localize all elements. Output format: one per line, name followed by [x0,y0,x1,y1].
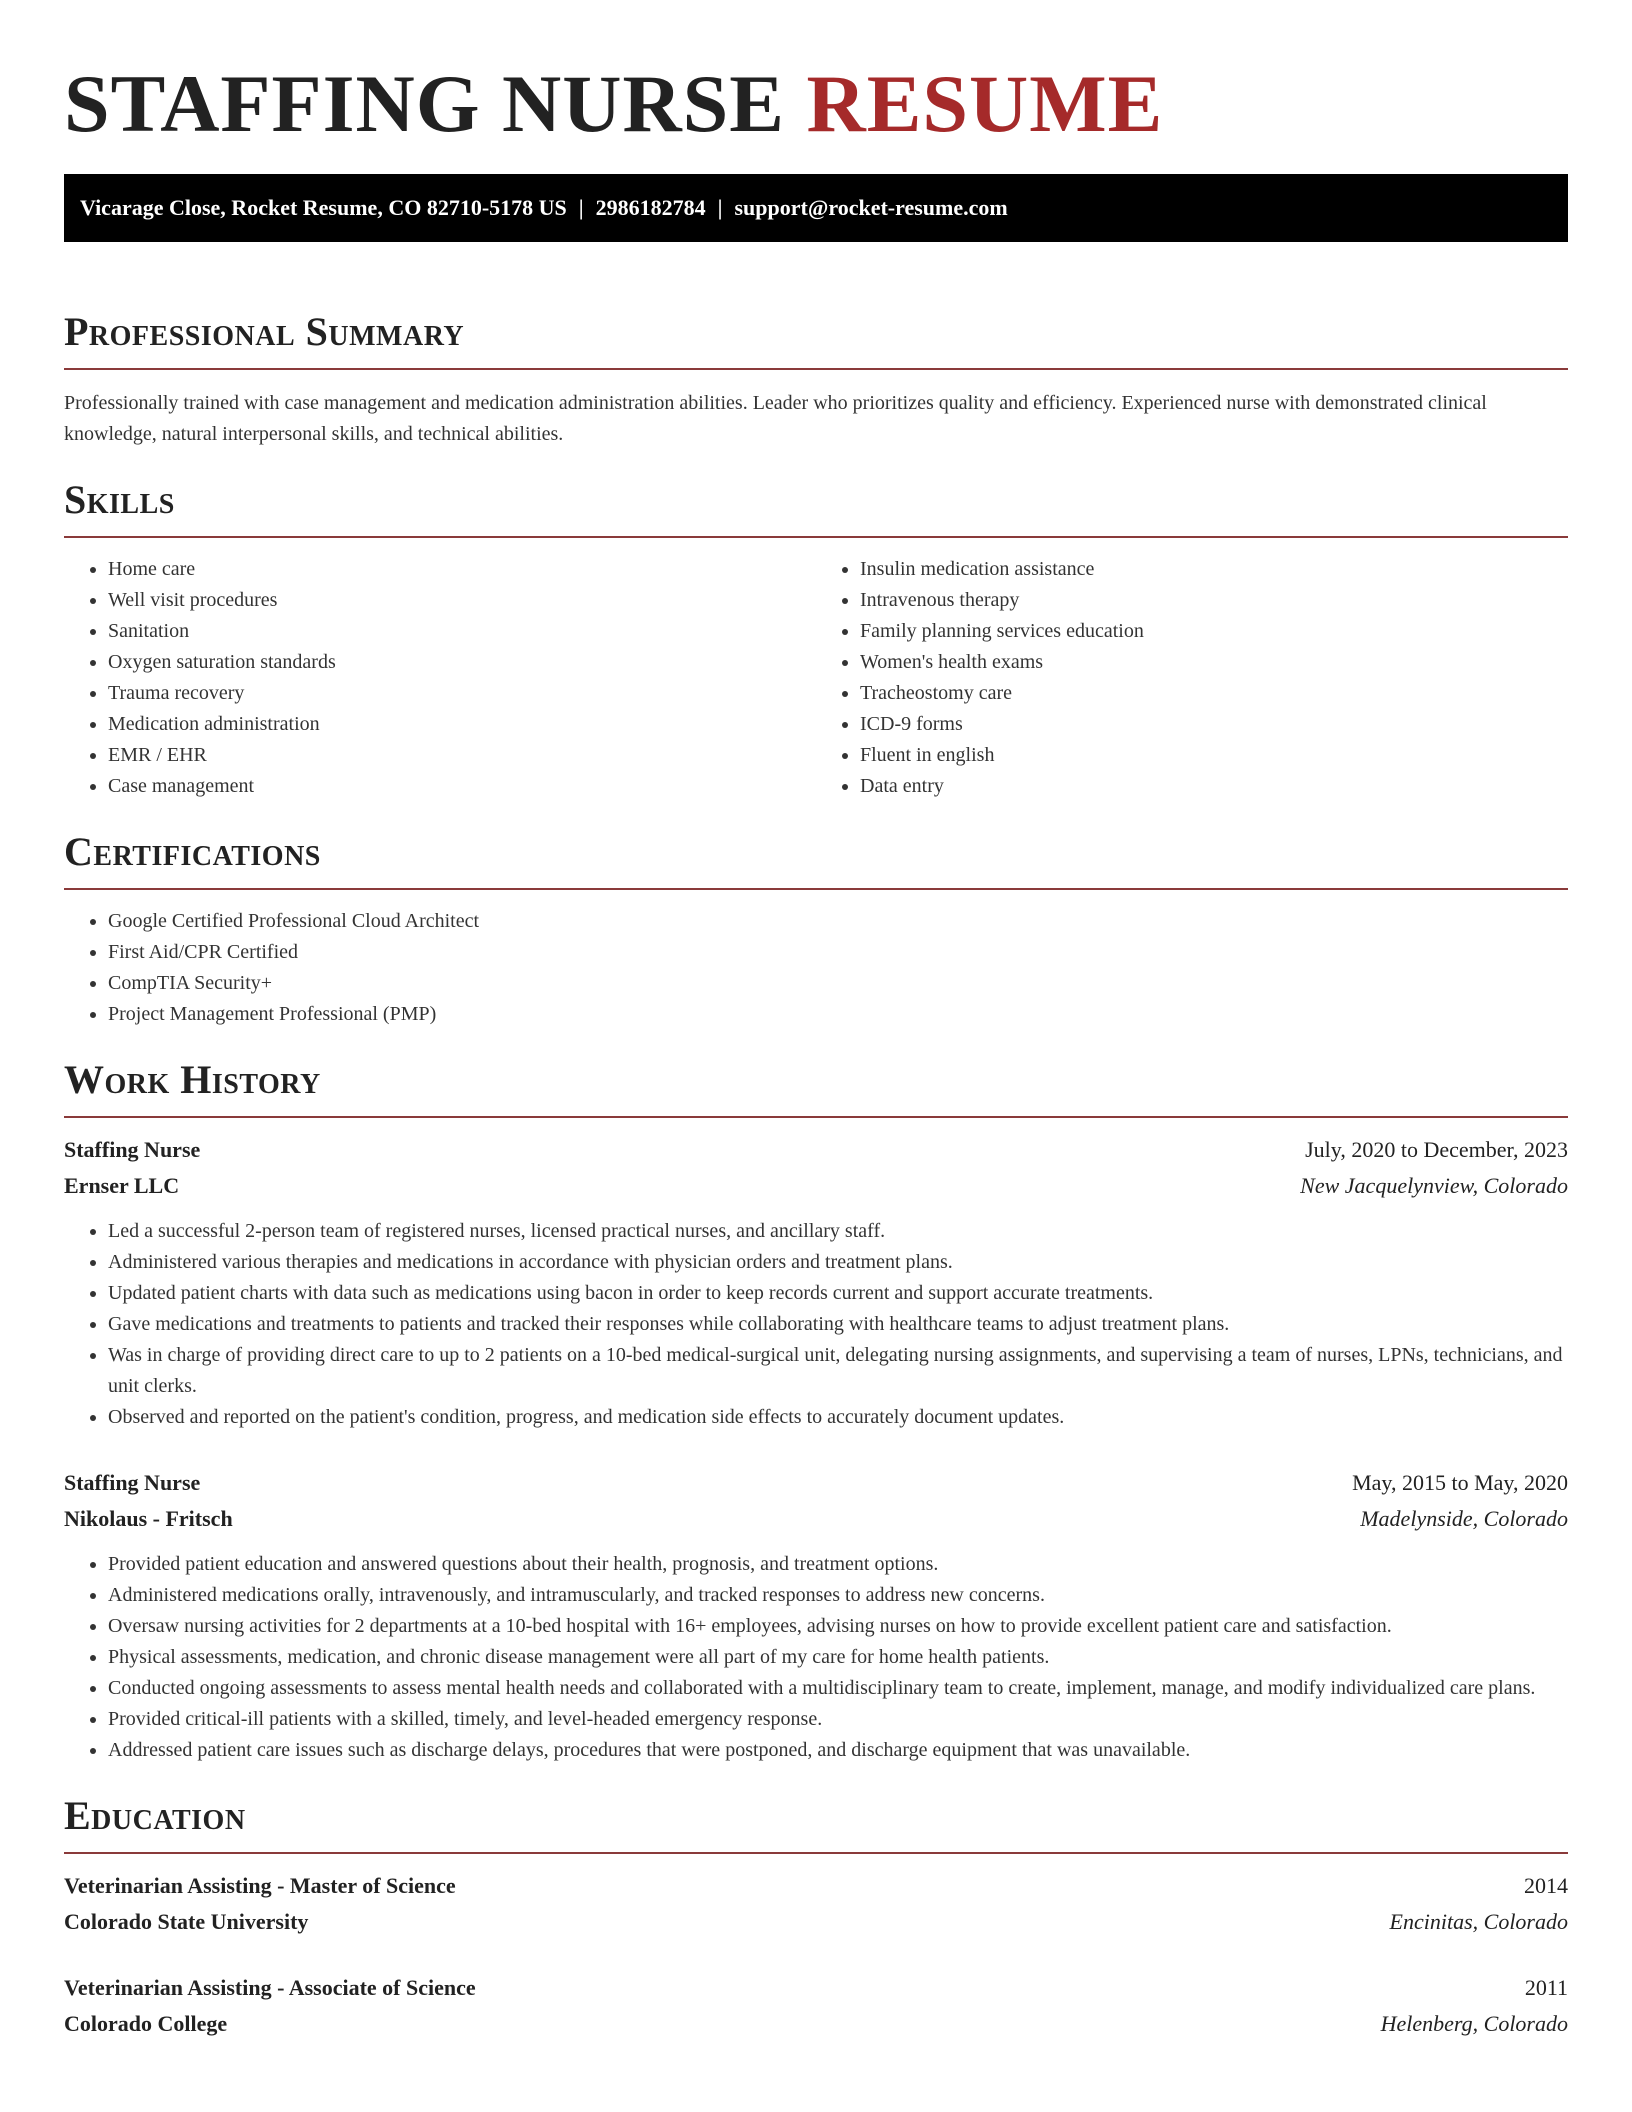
summary-text: Professionally trained with case management and medication administration abilities. Leader who prioritizes quality and efficiency. Experienced nurse with demonstrated clinical knowledge, natural interpersonal skills, and technical abilities. [64,392,1487,445]
job-duty: • Gave medications and treatments to patients and tracked their responses while collaborating with healthcare teams to adjust treatment plans. [108,1309,1568,1340]
contact-email: support@rocket-resume.com [734,195,1008,220]
section-divider [64,888,1568,890]
job-company: Ernser LLC [64,1173,180,1198]
job-duty: • Administered various therapies and medications in accordance with physician orders and treatment plans. [108,1247,1568,1278]
skill-item: • Trauma recovery [108,678,816,709]
job-duties-list [64,1216,1568,1433]
certifications-section [64,828,1568,1030]
certifications-heading: Certifications [64,829,321,874]
job-entry [64,1132,1568,1433]
job-duties-list [64,1549,1568,1766]
certification-item: • First Aid/CPR Certified [108,937,1568,968]
skills-list-left [64,554,816,802]
work-history-section [64,1056,1568,1766]
job-header-row [64,1132,1568,1168]
certifications-list [64,906,1568,1030]
certification-item: • Project Management Professional (PMP) [108,999,1568,1030]
title-main: STAFFING NURSE [64,58,785,149]
section-divider [64,368,1568,370]
education-degree-row [64,1970,1568,2006]
skill-item: • Women's health exams [860,647,1568,678]
job-duty: • Physical assessments, medication, and chronic disease management were all part of my care for home health patients. [108,1642,1568,1673]
skills-columns [64,538,1568,802]
certification-item: • Google Certified Professional Cloud Architect [108,906,1568,937]
contact-address: Vicarage Close, Rocket Resume, CO 82710-5178 US [80,195,567,220]
job-duty: • Addressed patient care issues such as discharge delays, procedures that were postponed, and discharge equipment that was unavailable. [108,1735,1568,1766]
education-year: 2014 [1524,1873,1568,1898]
skill-item: • EMR / EHR [108,740,816,771]
work-history-heading: Work History [64,1057,321,1102]
skills-heading: Skills [64,477,175,522]
skill-item: • Data entry [860,771,1568,802]
skill-item: • Home care [108,554,816,585]
education-location: Helenberg, Colorado [1380,2011,1568,2036]
job-header-row [64,1465,1568,1501]
job-title: Staffing Nurse [64,1137,201,1162]
contact-bar [64,174,1568,242]
job-title: Staffing Nurse [64,1470,201,1495]
job-dates: July, 2020 to December, 2023 [1305,1137,1568,1162]
job-company-row [64,1501,1568,1537]
contact-phone: 2986182784 [595,195,706,220]
education-degree: Veterinarian Assisting - Associate of Science [64,1975,476,2000]
job-duty: • Oversaw nursing activities for 2 departments at a 10-bed hospital with 16+ employees, advising nurses on how to provide excellent patient care and satisfaction. [108,1611,1568,1642]
job-duty: • Updated patient charts with data such as medications using bacon in order to keep records current and support accurate treatments. [108,1278,1568,1309]
job-location: Madelynside, Colorado [1360,1506,1568,1531]
section-divider [64,1116,1568,1118]
education-location: Encinitas, Colorado [1389,1909,1568,1934]
education-school-row [64,2006,1568,2042]
skill-item: • Well visit procedures [108,585,816,616]
contact-separator: | [717,195,723,220]
job-duty: • Observed and reported on the patient's condition, progress, and medication side effects to accurately document updates. [108,1402,1568,1433]
section-divider [64,1852,1568,1854]
skill-item: • Case management [108,771,816,802]
education-section [64,1792,1568,2042]
job-duty: • Provided critical-ill patients with a skilled, timely, and level-headed emergency response. [108,1704,1568,1735]
skill-item: • Medication administration [108,709,816,740]
skill-item: • Intravenous therapy [860,585,1568,616]
job-dates: May, 2015 to May, 2020 [1352,1470,1568,1495]
job-company: Nikolaus - Fritsch [64,1506,233,1531]
job-location: New Jacquelynview, Colorado [1300,1173,1568,1198]
education-entry [64,1970,1568,2042]
education-school-row [64,1904,1568,1940]
skill-item: • ICD-9 forms [860,709,1568,740]
summary-section [64,308,1568,450]
skill-item: • Insulin medication assistance [860,554,1568,585]
job-duty: • Conducted ongoing assessments to assess mental health needs and collaborated with a multidisciplinary team to create, implement, manage, and modify individualized care plans. [108,1673,1568,1704]
job-duty: • Led a successful 2-person team of registered nurses, licensed practical nurses, and ancillary staff. [108,1216,1568,1247]
education-school: Colorado State University [64,1909,309,1934]
education-school: Colorado College [64,2011,228,2036]
job-entry [64,1465,1568,1766]
education-degree: Veterinarian Assisting - Master of Science [64,1873,456,1898]
education-entry [64,1868,1568,1940]
skills-list-right [816,554,1568,802]
title-accent: RESUME [806,58,1164,149]
skill-item: • Sanitation [108,616,816,647]
job-duty: • Administered medications orally, intravenously, and intramuscularly, and tracked responses to address new concerns. [108,1580,1568,1611]
skill-item: • Family planning services education [860,616,1568,647]
education-degree-row [64,1868,1568,1904]
job-company-row [64,1168,1568,1204]
education-heading: Education [64,1793,246,1838]
education-year: 2011 [1524,1975,1568,2000]
certification-item: • CompTIA Security+ [108,968,1568,999]
job-duty: • Was in charge of providing direct care to up to 2 patients on a 10-bed medical-surgical unit, delegating nursing assignments, and supervising a team of nurses, LPNs, technicians, and unit clerks. [108,1340,1568,1402]
resume-title [64,56,1568,152]
summary-heading: Professional Summary [64,309,465,354]
contact-separator: | [578,195,584,220]
skill-item: • Oxygen saturation standards [108,647,816,678]
skills-section [64,476,1568,802]
job-duty: • Provided patient education and answered questions about their health, prognosis, and treatment options. [108,1549,1568,1580]
skill-item: • Fluent in english [860,740,1568,771]
skill-item: • Tracheostomy care [860,678,1568,709]
